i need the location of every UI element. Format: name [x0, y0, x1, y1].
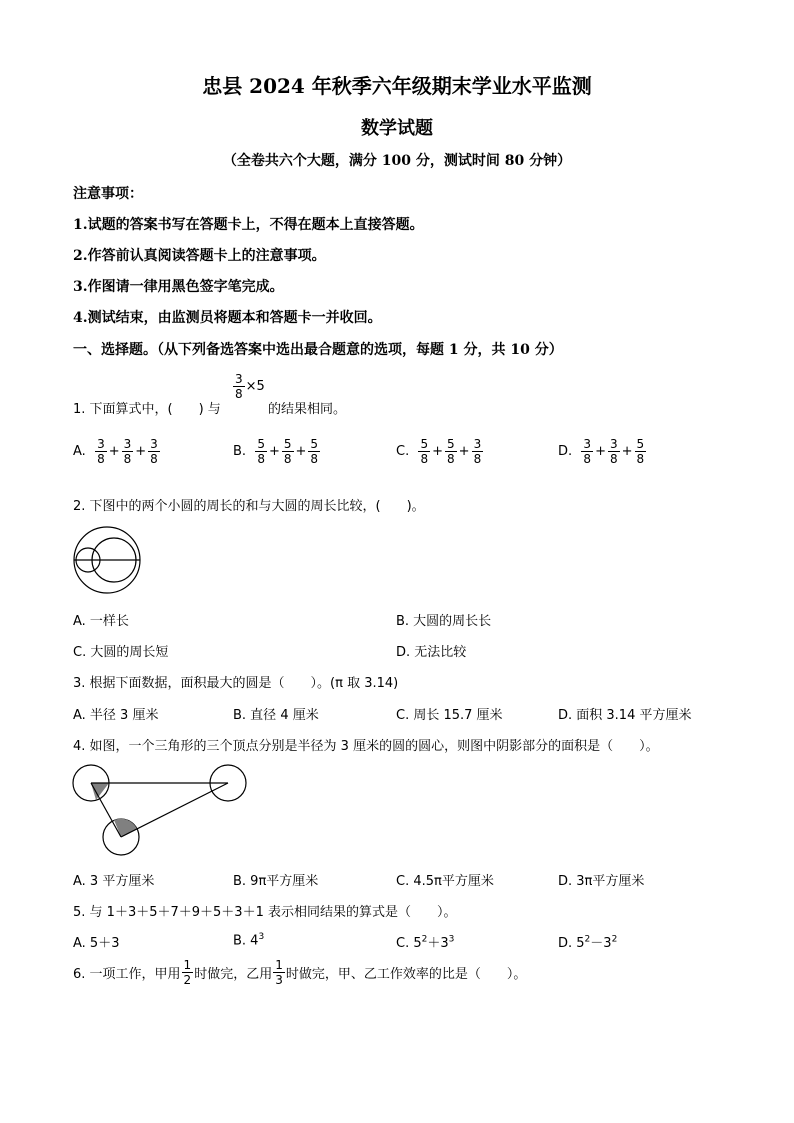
q6-part-1: 6. 一项工作，甲用 [73, 967, 181, 982]
q5-b-exponent: 3 [258, 932, 265, 942]
frac-num: 5 [420, 437, 429, 451]
question-1-prefix: 1. 下面算式中，( ) 与 [73, 402, 221, 417]
frac-den: 8 [420, 452, 429, 466]
frac-den: 8 [636, 452, 645, 466]
plus-sign: + [268, 444, 280, 459]
question-6-text [73, 958, 526, 987]
frac-den: 8 [609, 452, 618, 466]
frac-num: 3 [123, 437, 132, 451]
note-item-1: 1.试题的答案书写在答题卡上，不得在题本上直接答题。 [73, 217, 424, 233]
q1-option-letter: D. [558, 444, 573, 459]
frac-num: 3 [583, 437, 592, 451]
q3-option-a: A. 半径 3 厘米 [73, 708, 159, 723]
frac-num: 3 [609, 437, 618, 451]
q2-option-c: C. 大圆的周长短 [73, 645, 169, 660]
question-2-text: 2. 下图中的两个小圆的周长的和与大圆的周长比较，( )。 [73, 499, 425, 514]
q2-option-b: B. 大圆的周长长 [396, 614, 492, 629]
frac-den: 8 [583, 452, 592, 466]
q3-option-b: B. 直径 4 厘米 [233, 708, 319, 723]
frac-den: 8 [283, 452, 292, 466]
exam-subject: 数学试题 [361, 118, 433, 139]
q6-frac2-den: 3 [275, 973, 283, 987]
plus-sign: + [295, 444, 307, 459]
frac-num: 5 [257, 437, 265, 451]
frac-num: 5 [283, 437, 292, 451]
q5-option-d [558, 932, 617, 951]
q5-b-base: B. 4 [233, 933, 259, 949]
q2-circles-figure [70, 524, 144, 596]
q6-part-3: 时做完，甲、乙工作效率的比是（ ）。 [285, 967, 527, 982]
q5-option-b [233, 932, 264, 948]
question-1-expression [232, 372, 265, 401]
q1-option-b [233, 437, 321, 466]
note-item-2: 2.作答前认真阅读答题卡上的注意事项。 [73, 248, 326, 264]
frac-num: 3 [97, 437, 105, 451]
q6-frac1-num: 1 [183, 958, 192, 972]
q3-option-d: D. 面积 3.14 平方厘米 [558, 708, 692, 723]
frac-den: 8 [310, 452, 319, 466]
plus-sign: + [432, 444, 444, 459]
q5-c-base: C. 5 [396, 936, 422, 951]
q5-c-exponent-2: 3 [448, 934, 455, 945]
q4-option-d: D. 3π平方厘米 [558, 874, 645, 889]
frac-den: 8 [123, 452, 132, 466]
question-1-suffix: 的结果相同。 [268, 402, 347, 417]
plus-sign: + [108, 444, 120, 459]
q4-triangle-figure [70, 763, 250, 859]
note-item-3: 3.作图请一律用黑色签字笔完成。 [73, 279, 284, 295]
question-4-text: 4. 如图，一个三角形的三个顶点分别是半径为 3 厘米的圆的圆心，则图中阴影部分的面积是（ ）。 [73, 739, 659, 754]
q1-option-a [73, 437, 161, 466]
q3-option-c: C. 周长 15.7 厘米 [396, 708, 503, 723]
q5-option-a: A. 5＋3 [73, 936, 120, 951]
q5-d-exponent-2: 2 [611, 934, 618, 945]
q5-option-c [396, 932, 454, 951]
q2-option-d: D. 无法比较 [396, 645, 467, 660]
q6-part-2: 时做完，乙用 [194, 967, 273, 982]
q5-c-exponent: 2 [421, 934, 428, 945]
q5-d-mid: －3 [590, 936, 612, 951]
plus-sign: + [595, 444, 606, 459]
plus-sign: + [621, 444, 633, 459]
question-3-text: 3. 根据下面数据，面积最大的圆是（ ）。(π 取 3.14) [73, 676, 399, 691]
q1-option-d [558, 437, 647, 466]
q1-option-letter: A. [73, 444, 86, 459]
note-item-4: 4.测试结束，由监测员将题本和答题卡一并收回。 [73, 310, 382, 326]
section-1-heading: 一、选择题。（从下列备选答案中选出最合题意的选项，每题 1 分，共 10 分） [73, 342, 563, 358]
q4-option-b: B. 9π平方厘米 [233, 874, 319, 889]
frac-den: 8 [473, 452, 482, 466]
q5-d-base: D. 5 [558, 936, 585, 951]
frac-num: 5 [310, 437, 319, 451]
q1-option-letter: C. [396, 444, 410, 459]
q5-c-mid: ＋3 [427, 936, 449, 951]
q1-option-c [396, 437, 484, 466]
q1-expr-numerator: 3 [235, 372, 243, 386]
plus-sign: + [135, 444, 147, 459]
frac-den: 8 [97, 452, 105, 466]
exam-title: 忠县 2024 年秋季六年级期末学业水平监测 [202, 74, 592, 98]
question-5-text: 5. 与 1＋3＋5＋7＋9＋5＋3＋1 表示相同结果的算式是（ ）。 [73, 905, 457, 920]
q1-expr-tail: ×5 [245, 379, 265, 394]
frac-den: 8 [150, 452, 158, 466]
frac-num: 5 [447, 437, 455, 451]
plus-sign: + [458, 444, 470, 459]
q4-option-c: C. 4.5π平方厘米 [396, 874, 494, 889]
q4-option-a: A. 3 平方厘米 [73, 874, 155, 889]
notes-heading: 注意事项： [73, 186, 143, 202]
q6-frac2-num: 1 [275, 958, 283, 972]
q1-expr-denominator: 8 [235, 387, 243, 401]
frac-num: 3 [150, 437, 158, 451]
frac-den: 8 [257, 452, 265, 466]
frac-num: 5 [636, 437, 645, 451]
frac-den: 8 [447, 452, 455, 466]
q1-option-letter: B. [233, 444, 247, 459]
q5-d-exponent: 2 [584, 934, 591, 945]
frac-num: 3 [473, 437, 482, 451]
exam-info: （全卷共六个大题，满分 100 分，测试时间 80 分钟） [222, 153, 572, 169]
q2-option-a: A. 一样长 [73, 614, 129, 629]
q6-frac1-den: 2 [183, 973, 192, 987]
